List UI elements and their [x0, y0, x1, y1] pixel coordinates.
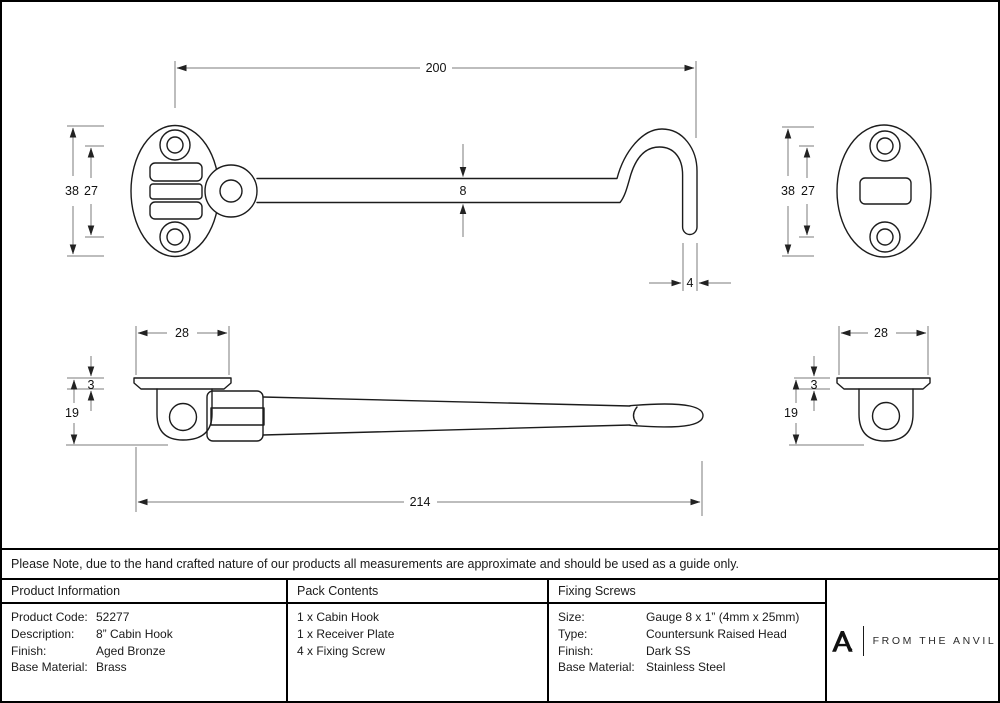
receiver-side-view: [784, 326, 930, 445]
measurement-note: Please Note, due to the hand crafted nature of our products all measurements are approximate and should be used as a guide only.: [2, 548, 998, 580]
table-row: Product Code: 52277: [11, 610, 130, 624]
hook-pivot: [205, 165, 257, 217]
brand-divider: [863, 626, 864, 656]
table-row: Finish: Aged Bronze: [11, 643, 166, 658]
dim-receiver-plate-thickness: 3: [810, 378, 818, 392]
hook-screw-hole-top: [160, 130, 190, 160]
dim-hook-plate-width: 28: [175, 326, 189, 340]
product-information-header: Product Information: [2, 580, 286, 604]
receiver-side-tab: [859, 389, 913, 441]
hook-screw-hole-bottom: [160, 222, 190, 252]
hook-hinge-slot: [150, 163, 202, 181]
dim-hook-plate-thickness: 3: [87, 378, 95, 392]
brand-cell: [827, 580, 998, 701]
receiver-side-plate: [837, 378, 930, 389]
dim-hook-gap: 4: [686, 276, 694, 290]
hook-side-knuckle: [157, 389, 212, 440]
anvil-logo-icon: [829, 628, 855, 654]
table-row: Size: Gauge 8 x 1” (4mm x 25mm): [558, 610, 800, 624]
table-row: Base Material: Brass: [11, 660, 127, 675]
hook-side-collar: [207, 391, 263, 441]
receiver-plate-outline: [837, 125, 931, 257]
hook-side-pivot-hole: [170, 404, 197, 431]
dim-receiver-plate-width: 28: [874, 326, 888, 340]
brand-name: FROM THE ANVIL: [872, 634, 997, 647]
hook-side-tip: [630, 404, 703, 427]
brand-logo: [829, 626, 997, 656]
pack-contents-column: [288, 580, 549, 701]
fixing-screws-header: Fixing Screws: [549, 580, 825, 604]
hook-arm-outline: [257, 129, 697, 235]
technical-drawing: [2, 2, 998, 548]
dim-hook-shaft: 8: [459, 184, 467, 198]
dim-hook-hole-spacing: 27: [84, 184, 98, 198]
dim-receiver-plate-depth: 19: [784, 406, 798, 420]
pack-contents-header: Pack Contents: [288, 580, 547, 604]
table-row: Finish: Dark SS: [558, 643, 691, 658]
receiver-front-view: [781, 125, 931, 257]
dim-hook-plate-height: 38: [65, 184, 79, 198]
table-row: Base Material: Stainless Steel: [558, 660, 726, 675]
table-row: Description: 8” Cabin Hook: [11, 626, 173, 641]
hook-side-view: [65, 326, 703, 516]
receiver-screw-hole-bottom: [870, 222, 900, 252]
list-item: 1 x Receiver Plate: [297, 626, 395, 641]
receiver-side-hole: [873, 403, 900, 430]
dim-hook-plate-depth: 19: [65, 406, 79, 420]
dim-receiver-plate-height: 38: [781, 184, 795, 198]
receiver-screw-hole-top: [870, 131, 900, 161]
table-row: Type: Countersunk Raised Head: [558, 626, 787, 641]
product-information-column: [2, 580, 288, 701]
hook-side-plate: [134, 378, 231, 389]
fixing-screws-column: [549, 580, 827, 701]
receiver-slot: [860, 178, 911, 204]
dim-hook-length: 200: [425, 61, 447, 75]
list-item: 1 x Cabin Hook: [297, 610, 380, 624]
list-item: 4 x Fixing Screw: [297, 643, 386, 658]
dim-receiver-hole-spacing: 27: [801, 184, 815, 198]
hook-front-view: [65, 61, 731, 291]
spec-table: [2, 580, 998, 701]
dim-hook-overall-length: 214: [409, 495, 431, 509]
